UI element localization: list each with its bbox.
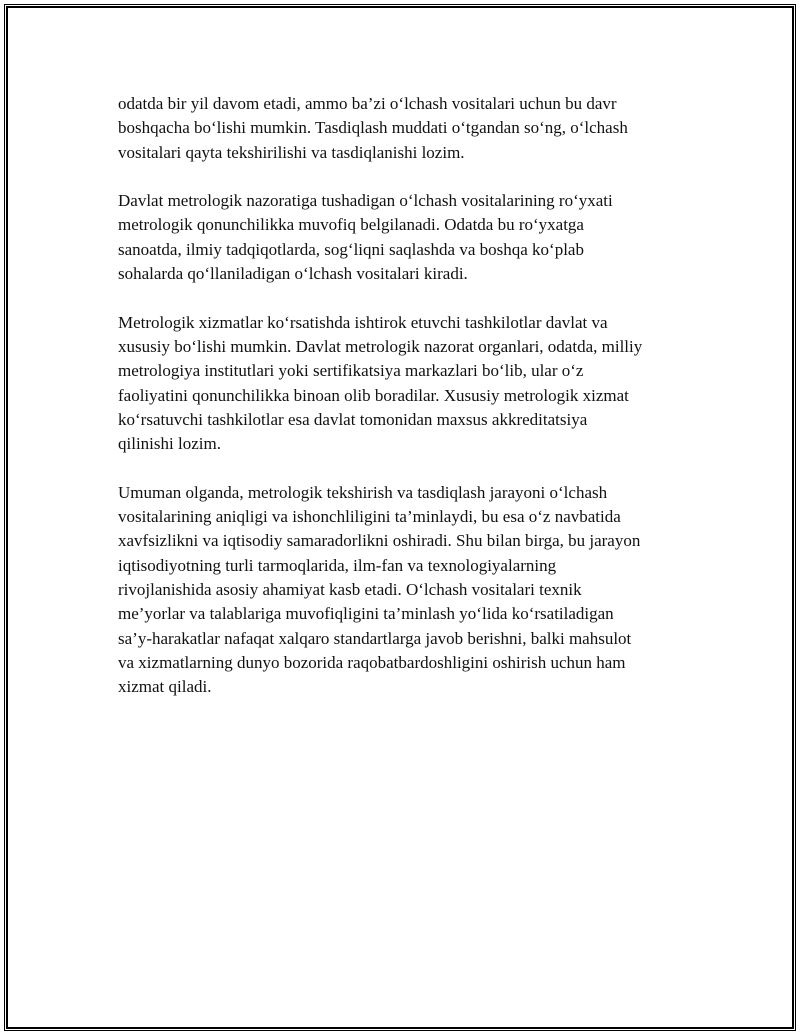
paragraph-1 <box>118 92 698 165</box>
text-line: rivojlanishida asosiy ahamiyat kasb etadi. O‘lchash vositalari texnik <box>118 579 582 599</box>
text-line: vositalari qayta tekshirilishi va tasdiqlanishi lozim. <box>118 142 465 162</box>
paragraph-4 <box>118 481 698 700</box>
text-line: metrologik qonunchilikka muvofiq belgilanadi. Odatda bu ro‘yxatga <box>118 215 584 235</box>
text-line: xizmat qiladi. <box>118 677 212 697</box>
text-line: xavfsizlikni va iqtisodiy samaradorlikni oshiradi. Shu bilan birga, bu jarayon <box>118 531 641 551</box>
text-line: vositalarining aniqligi va ishonchliligini ta’minlaydi, bu esa o‘z navbatida <box>118 507 621 527</box>
text-line: faoliyatini qonunchilikka binoan olib boradilar. Xususiy metrologik xizmat <box>118 385 629 405</box>
text-line: boshqacha bo‘lishi mumkin. Tasdiqlash muddati o‘tgandan so‘ng, o‘lchash <box>118 118 628 138</box>
text-line: odatda bir yil davom etadi, ammo ba’zi o‘lchash vositalari uchun bu davr <box>118 94 617 113</box>
text-line: sanoatda, ilmiy tadqiqotlarda, sog‘liqni saqlashda va boshqa ko‘plab <box>118 239 584 259</box>
paragraph-2 <box>118 189 698 286</box>
text-line: metrologiya institutlari yoki sertifikatsiya markazlari bo‘lib, ular o‘z <box>118 361 584 381</box>
text-line: me’yorlar va talablariga muvofiqligini ta’minlash yo‘lida ko‘rsatiladigan <box>118 604 614 624</box>
text-line: sohalarda qo‘llaniladigan o‘lchash vositalari kiradi. <box>118 264 468 284</box>
text-line: Metrologik xizmatlar ko‘rsatishda ishtirok etuvchi tashkilotlar davlat va <box>118 312 608 332</box>
text-line: sa’y-harakatlar nafaqat xalqaro standartlarga javob berishni, balki mahsulot <box>118 628 632 648</box>
document-body <box>118 92 698 724</box>
text-line: va xizmatlarning dunyo bozorida raqobatbardoshligini oshirish uchun ham <box>118 652 626 672</box>
text-line: Davlat metrologik nazoratiga tushadigan o‘lchash vositalarining ro‘yxati <box>118 191 613 211</box>
text-line: iqtisodiyotning turli tarmoqlarida, ilm-fan va texnologiyalarning <box>118 555 557 575</box>
text-line: xususiy bo‘lishi mumkin. Davlat metrologik nazorat organlari, odatda, milliy <box>118 336 643 356</box>
paragraph-3 <box>118 311 698 457</box>
text-line: qilinishi lozim. <box>118 434 221 454</box>
text-line: Umuman olganda, metrologik tekshirish va tasdiqlash jarayoni o‘lchash <box>118 482 608 502</box>
text-line: ko‘rsatuvchi tashkilotlar esa davlat tomonidan maxsus akkreditatsiya <box>118 409 588 429</box>
